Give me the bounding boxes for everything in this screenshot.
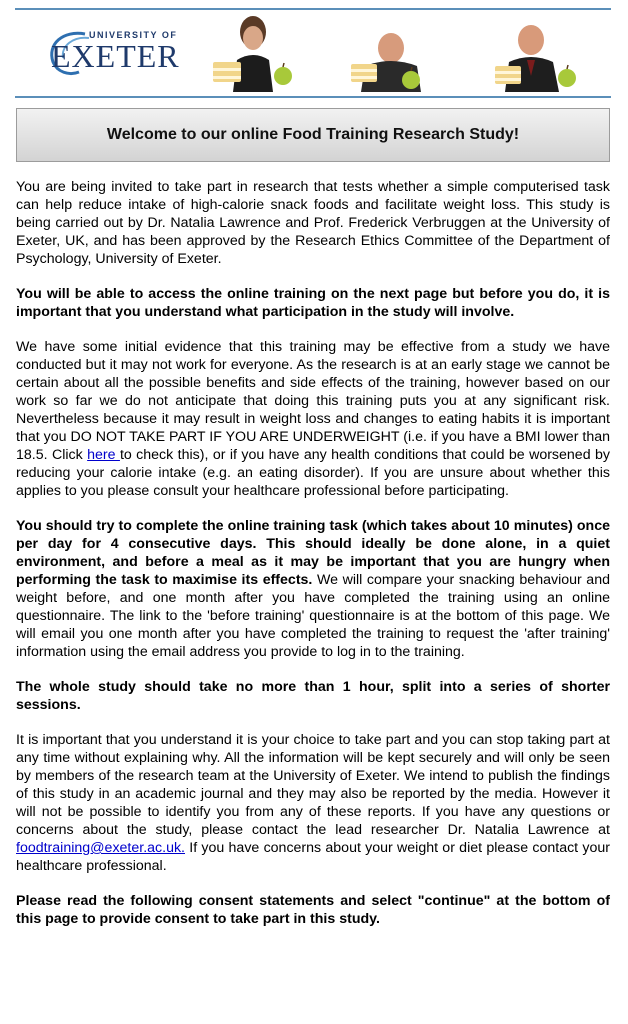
- bmi-check-link[interactable]: here: [87, 447, 120, 463]
- welcome-banner: [16, 108, 610, 162]
- access-notice-paragraph: You will be able to access the online training on the next page but before you do, it is important that you understand what participation in the study will involve.: [16, 286, 610, 320]
- intro-paragraph: You are being invited to take part in research that tests whether a simple computerised task can help reduce intake of high-calorie snack foods and facilitate weight loss. This study is being carried out by Dr. Natalia Lawrence and Prof. Frederick Verbruggen at the University of Exeter, UK, and has been approved by the Research Ethics Committee of the Department of Psychology, University of Exeter.: [16, 179, 610, 267]
- risk-paragraph: [16, 338, 610, 500]
- site-header: [15, 8, 611, 98]
- page-title: Welcome to our online Food Training Research Study!: [106, 126, 520, 143]
- risk-text-part2: to check this), or if you have any health conditions that could be worsened by reducing your calorie intake (e.g. an eating disorder). If you are unsure about whether this applies to you please consult your healthcare professional before participating.: [16, 447, 610, 499]
- duration-paragraph: The whole study should take no more than 1 hour, split into a series of shorter sessions.: [16, 679, 610, 713]
- consent-instruction-paragraph: Please read the following consent statements and select "continue" at the bottom of this page to provide consent to take part in this study.: [16, 893, 610, 927]
- logo-university-of: UNIVERSITY OF: [89, 30, 178, 40]
- logo-exeter: EXETER: [51, 38, 180, 74]
- person-with-cake-image-2: [331, 16, 431, 92]
- privacy-paragraph: [16, 731, 610, 875]
- person-with-cake-image-3: [481, 16, 581, 92]
- person-with-cake-image-1: [197, 16, 297, 92]
- university-logo[interactable]: [45, 26, 185, 78]
- study-information: [16, 178, 610, 945]
- training-instructions-bold: You should try to complete the online training task (which takes about 10 minutes) once per day for 4 consecutive days. This should ideally be done alone, in a quiet environment, and before a meal as it may be important that you are hungry when performing the task to maximise its effects.: [16, 518, 610, 588]
- training-instructions-paragraph: [16, 517, 610, 661]
- privacy-text-part1: It is important that you understand it is your choice to take part and you can stop taking part at any time without explaining why. All the information will be kept securely and will only be seen by members of the research team at the University of Exeter. We intend to publish the findings of this study in an academic journal and they may also be reported by the media. However it will not be possible to identify you from any of these reports. If you have any questions or concerns about the study, please contact the lead researcher Dr. Natalia Lawrence at: [16, 732, 610, 838]
- contact-email-link[interactable]: foodtraining@exeter.ac.uk.: [16, 840, 185, 856]
- risk-text-part1: We have some initial evidence that this training may be effective from a study we have conducted but it may not work for everyone. As the research is at an early stage we cannot be certain about all the possible benefits and side effects of the training, however based on our work so far we do not anticipate that doing this training puts you at any significant risk. Nevertheless because it may result in weight loss and changes to eating habits it is important that you DO NOT TAKE PART IF YOU ARE UNDERWEIGHT (i.e. if you have a BMI lower than 18.5. Click: [16, 339, 610, 463]
- privacy-text-part2: If you have concerns about your weight or diet please contact your healthcare professional.: [16, 840, 610, 874]
- training-instructions-rest: We will compare your snacking behaviour and weight before, and one month after you have completed the training using an online questionnaire. The link to the 'before training' questionnaire is at the bottom of this page. We will email you one month after you have completed the training to request the 'after training' information using the email address you provide to log in to the training.: [16, 572, 610, 660]
